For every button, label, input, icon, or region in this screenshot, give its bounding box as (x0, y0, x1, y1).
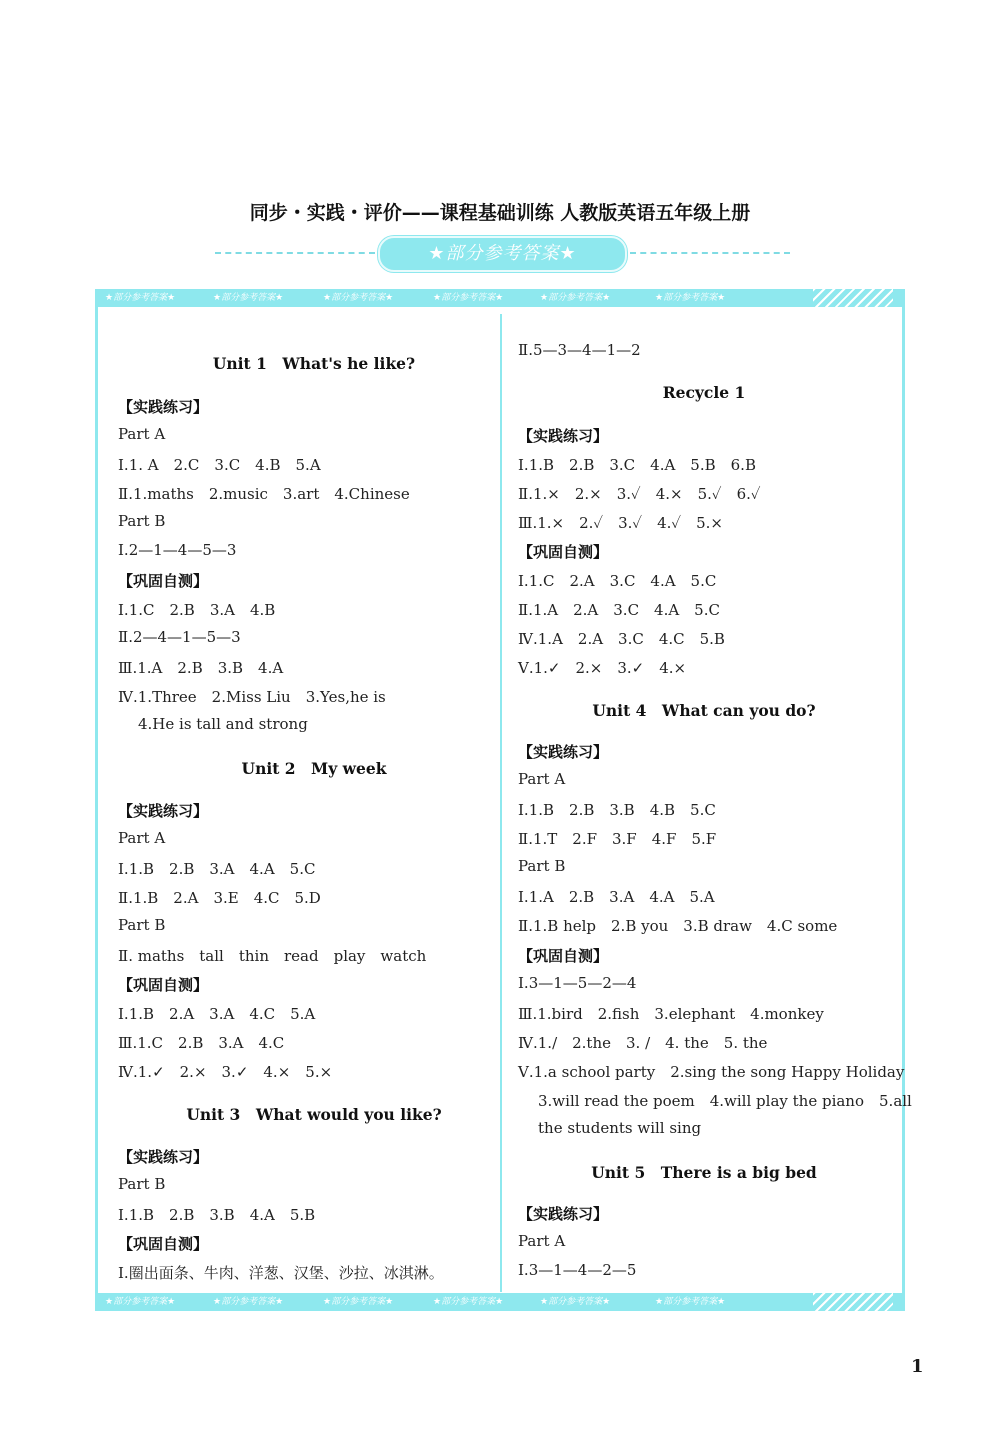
answer-line: Ⅱ.5—3—4—1—2 (518, 341, 641, 359)
answer-line: Ⅰ.1.B 2.B 3.A 4.A 5.C (118, 860, 316, 878)
book-title: 同步・实践・评价——课程基础训练 人教版英语五年级上册 (249, 202, 751, 224)
answer-line: Part B (518, 857, 566, 875)
answer-line: Part B (118, 512, 166, 530)
page-number: 1 (911, 1356, 924, 1377)
answer-line: Ⅲ.1.A 2.B 3.B 4.A (118, 659, 284, 677)
unit-heading: Unit 3 What would you like? (186, 1105, 442, 1124)
answer-line: Ⅰ.2—1—4—5—3 (118, 541, 237, 559)
answer-line: Ⅱ.2—4—1—5—3 (118, 628, 241, 646)
section-label: 【实践练习】 (118, 802, 209, 820)
answer-line: Ⅳ.1.✓ 2.× 3.✓ 4.× 5.× (118, 1063, 333, 1081)
section-label: 【巩固自测】 (118, 1235, 209, 1253)
section-label: 【实践练习】 (518, 1205, 609, 1223)
strip-tag: ★部分参考答案★ (105, 1297, 176, 1307)
strip-tag: ★部分参考答案★ (213, 1297, 284, 1307)
strip-tag: ★部分参考答案★ (323, 293, 394, 303)
answer-line: Ⅱ.1.× 2.× 3.✓ 4.× 5.✓ 6.✓ (518, 485, 761, 503)
answer-line: Ⅴ.1.✓ 2.× 3.✓ 4.× (518, 659, 687, 677)
answer-line: Ⅱ.1.A 2.A 3.C 4.A 5.C (518, 601, 720, 619)
answer-line: Ⅰ.3—1—5—2—4 (518, 974, 637, 992)
answer-line: Ⅰ.1. A 2.C 3.C 4.B 5.A (118, 456, 321, 474)
bottom-strip (95, 1293, 905, 1311)
strip-tag: ★部分参考答案★ (213, 293, 284, 303)
answer-line: Ⅰ.3—1—4—2—5 (518, 1261, 637, 1279)
answer-line: Ⅴ.1.a school party 2.sing the song Happy Holiday (518, 1063, 905, 1081)
answer-line: Part B (118, 916, 166, 934)
answer-line: Ⅱ.1.T 2.F 3.F 4.F 5.F (518, 830, 717, 848)
section-label: 【巩固自测】 (118, 572, 209, 590)
strip-tag: ★部分参考答案★ (433, 1297, 504, 1307)
top-strip (95, 289, 905, 307)
answer-line: Ⅱ.1.B help 2.B you 3.B draw 4.C some (518, 917, 838, 935)
strip-tag: ★部分参考答案★ (433, 293, 504, 303)
answer-line: Ⅱ. maths tall thin read play watch (118, 947, 427, 965)
answer-line: Ⅳ.1.Three 2.Miss Liu 3.Yes,he is (118, 688, 386, 706)
unit-heading: Unit 1 What's he like? (212, 354, 416, 373)
strip-tag: ★部分参考答案★ (540, 1297, 611, 1307)
unit-heading: Unit 2 My week (241, 759, 387, 778)
section-label: 【实践练习】 (118, 398, 209, 416)
section-label: 【实践练习】 (518, 427, 609, 445)
answer-line: Ⅰ.1.B 2.B 3.B 4.B 5.C (518, 801, 716, 819)
strip-hatch (813, 289, 893, 307)
strip-tag: ★部分参考答案★ (655, 1297, 726, 1307)
answer-line: Ⅰ.1.A 2.B 3.A 4.A 5.A (518, 888, 715, 906)
answer-line: 3.will read the poem 4.will play the piano 5.all (538, 1092, 912, 1110)
banner-dashes-right (630, 252, 790, 254)
strip-tag: ★部分参考答案★ (105, 293, 176, 303)
answer-line: Ⅲ.1.bird 2.fish 3.elephant 4.monkey (518, 1005, 824, 1023)
answer-line: Ⅰ.1.B 2.A 3.A 4.C 5.A (118, 1005, 316, 1023)
answer-line: Ⅳ.1.A 2.A 3.C 4.C 5.B (518, 630, 725, 648)
strip-tag: ★部分参考答案★ (540, 293, 611, 303)
section-label: 【巩固自测】 (518, 543, 609, 561)
answer-line: Part A (518, 1232, 566, 1250)
answer-line: Ⅱ.1.B 2.A 3.E 4.C 5.D (118, 889, 321, 907)
answer-line: Part B (118, 1175, 166, 1193)
answer-line: 4.He is tall and strong (138, 715, 308, 733)
strip-tag: ★部分参考答案★ (655, 293, 726, 303)
answer-line: Ⅰ.1.C 2.A 3.C 4.A 5.C (518, 572, 717, 590)
answer-line: the students will sing (538, 1119, 702, 1137)
banner-dashes-left (215, 252, 375, 254)
answer-line: Ⅰ.1.B 2.B 3.B 4.A 5.B (118, 1206, 316, 1224)
column-divider (500, 314, 502, 1292)
answer-line: Ⅰ.1.B 2.B 3.C 4.A 5.B 6.B (518, 456, 756, 474)
answer-line: Ⅰ.1.C 2.B 3.A 4.B (118, 601, 276, 619)
strip-hatch (813, 1293, 893, 1311)
answer-line: Part A (118, 829, 166, 847)
unit-heading: Recycle 1 (662, 383, 746, 402)
banner-label: ★部分参考答案★ (378, 236, 627, 272)
answer-line: Part A (518, 770, 566, 788)
answer-line: Ⅳ.1./ 2.the 3. / 4. the 5. the (518, 1034, 768, 1052)
answer-line: Part A (118, 425, 166, 443)
answer-line: Ⅲ.1.× 2.✓ 3.✓ 4.✓ 5.× (518, 514, 723, 532)
unit-heading: Unit 4 What can you do? (592, 701, 816, 720)
answer-line: Ⅰ.圈出面条、牛肉、洋葱、汉堡、沙拉、冰淇淋。 (118, 1264, 444, 1282)
section-label: 【巩固自测】 (518, 947, 609, 965)
answer-line: Ⅱ.1.maths 2.music 3.art 4.Chinese (118, 485, 410, 503)
strip-tag: ★部分参考答案★ (323, 1297, 394, 1307)
section-label: 【实践练习】 (518, 743, 609, 761)
answer-banner (215, 236, 790, 270)
answer-line: Ⅲ.1.C 2.B 3.A 4.C (118, 1034, 285, 1052)
unit-heading: Unit 5 There is a big bed (591, 1163, 817, 1182)
section-label: 【巩固自测】 (118, 976, 209, 994)
section-label: 【实践练习】 (118, 1148, 209, 1166)
